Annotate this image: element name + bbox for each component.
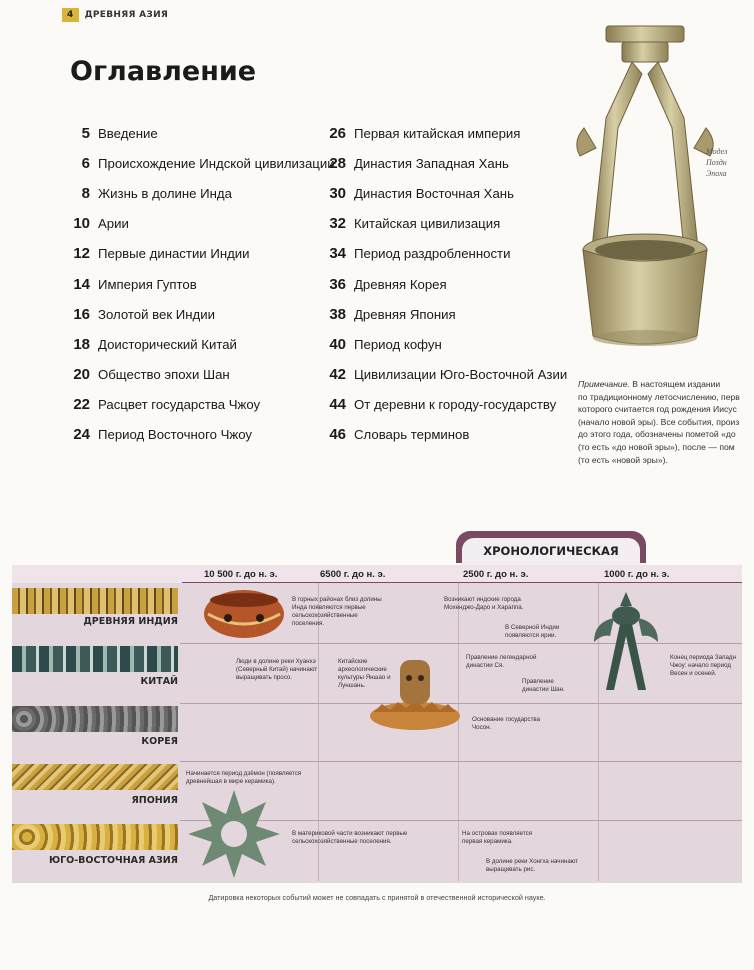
toc-item[interactable]: [318, 390, 567, 420]
event-text: В горных районах близ долины Инда появляются первые сельскохозяйственные поселения.: [292, 596, 382, 627]
toc-entry-label: Введение: [98, 125, 158, 141]
toc-right-column: [318, 118, 567, 450]
toc-entry-label: Период Восточного Чжоу: [98, 427, 252, 443]
artifact-vessel-image: [566, 18, 726, 368]
toc-entry-label: Период раздробленности: [354, 246, 511, 262]
star-stone-image: [186, 788, 282, 880]
toc-page-number: 20: [73, 366, 90, 384]
bronze-figure-image: [588, 586, 664, 696]
toc-entry-label: Общество эпохи Шан: [98, 367, 230, 383]
event-text: Китайские археологические культуры Яншао и Луншань.: [338, 658, 391, 689]
toc-entry-label: Древняя Корея: [354, 276, 447, 292]
timeline-footnote: Датировка некоторых событий может не совпадать с принятой в отечественной исторической науке.: [208, 893, 546, 902]
timeline-date: 1000 г. до н. э.: [604, 569, 670, 580]
timeline-date: 6500 г. до н. э.: [320, 569, 386, 580]
page-number: 4: [62, 8, 79, 22]
toc-page-number: 12: [73, 245, 90, 263]
artifact-caption: Модел Поздн Эпоха: [706, 147, 728, 178]
timeline-row-label: КИТАЙ: [140, 676, 178, 687]
japan-pottery-pattern: [12, 764, 178, 790]
toc-item[interactable]: [318, 239, 567, 269]
toc-entry-label: Происхождение Индской цивилизации: [98, 155, 335, 171]
toc-entry-label: Словарь терминов: [354, 427, 470, 443]
painted-pot-image: [200, 586, 288, 642]
toc-item[interactable]: [318, 420, 567, 450]
toc-item[interactable]: [56, 390, 335, 420]
event-text: Конец периода Западн Чжоу: начало период Весен и осеней.: [670, 654, 736, 677]
toc-page-number: 10: [73, 215, 90, 233]
toc-entry-label: Китайская цивилизация: [354, 216, 501, 232]
toc-entry-label: Арии: [98, 216, 129, 232]
toc-page-number: 34: [329, 245, 346, 263]
toc-entry-label: Первые династии Индии: [98, 246, 250, 262]
toc-page-number: 44: [329, 396, 346, 414]
event-text: На островах появляется первая керамика.: [462, 830, 533, 845]
event-text: В Северной Индии появляются ирии.: [505, 624, 560, 639]
toc-page-number: 28: [329, 154, 346, 172]
toc-item[interactable]: [318, 299, 567, 329]
india-seal-pattern: [12, 588, 178, 614]
toc-entry-label: Жизнь в долине Инда: [98, 185, 232, 201]
event-text: Правление династии Шан.: [522, 678, 565, 693]
event-text: Начинается период дзёмон (появляется древнейшая в мире керамика).: [186, 770, 302, 785]
toc-entry-label: Империя Гуптов: [98, 276, 197, 292]
note-lead: Примечание.: [578, 379, 630, 389]
toc-item[interactable]: [56, 178, 335, 208]
toc-entry-label: Золотой век Индии: [98, 306, 215, 322]
toc-page-number: 24: [73, 426, 90, 444]
toc-item[interactable]: [56, 118, 335, 148]
toc-item[interactable]: [56, 420, 335, 450]
toc-left-column: [56, 118, 335, 450]
toc-item[interactable]: [56, 360, 335, 390]
toc-item[interactable]: [318, 209, 567, 239]
toc-page-number: 26: [329, 124, 346, 142]
toc-page-number: 22: [73, 396, 90, 414]
toc-entry-label: Цивилизации Юго-Восточной Азии: [354, 367, 568, 383]
toc-page-number: 18: [73, 335, 90, 353]
section-title: ДРЕВНЯЯ АЗИЯ: [84, 10, 169, 20]
timeline-row-label: ЯПОНИЯ: [131, 795, 178, 806]
event-text: Основание государства Чосон.: [472, 716, 541, 731]
toc-page-number: 46: [329, 426, 346, 444]
toc-page-number: 16: [73, 305, 90, 323]
toc-item[interactable]: [318, 269, 567, 299]
toc-entry-label: Древняя Япония: [354, 306, 456, 322]
timeline-row-label: ДРЕВНЯЯ ИНДИЯ: [83, 616, 178, 627]
timeline-axis: [182, 582, 742, 583]
running-head: [62, 6, 168, 24]
toc-item[interactable]: [56, 329, 335, 359]
toc-page-number: 42: [329, 366, 346, 384]
toc-page-number: 40: [329, 335, 346, 353]
sea-bronze-pattern: [12, 824, 178, 850]
toc-item[interactable]: [56, 148, 335, 178]
toc-page-number: 30: [329, 184, 346, 202]
toc-entry-label: Первая китайская империя: [354, 125, 521, 141]
timeline-date: 2500 г. до н. э.: [463, 569, 529, 580]
dating-note: Примечание. В настоящем издании по традиционному летосчислению, перв которого считается год рождения Иисус (начало новой эры). Все события, произ до этого года, обозначены пометой «до (то есть «до новой эры»), после — пом (то есть «новой эры»).: [578, 379, 740, 465]
toc-item[interactable]: [56, 239, 335, 269]
event-text: Возникают индские города Мохенджо-Даро и Хараппа.: [444, 596, 524, 611]
timeline-row-label: ЮГО-ВОСТОЧНАЯ АЗИЯ: [48, 855, 178, 866]
toc-entry-label: Династия Западная Хань: [354, 155, 509, 171]
toc-item[interactable]: [318, 118, 567, 148]
page-title: Оглавление: [70, 56, 257, 87]
event-text: Правление легендарной династии Ся.: [466, 654, 537, 669]
event-text: В долине реки Хонгха начинают выращивать рис.: [486, 858, 579, 873]
toc-item[interactable]: [318, 148, 567, 178]
toc-page-number: 14: [73, 275, 90, 293]
toc-entry-label: Период кофун: [354, 336, 442, 352]
timeline-title: ХРОНОЛОГИЧЕСКАЯ: [462, 538, 640, 565]
toc-page-number: 8: [81, 184, 90, 202]
timeline-date: 10 500 г. до н. э.: [204, 569, 278, 580]
toc-item[interactable]: [56, 209, 335, 239]
china-jade-pattern: [12, 646, 178, 672]
toc-entry-label: От деревни к городу-государству: [354, 397, 557, 413]
toc-entry-label: Династия Восточная Хань: [354, 185, 514, 201]
toc-item[interactable]: [56, 299, 335, 329]
toc-item[interactable]: [56, 269, 335, 299]
toc-item[interactable]: [318, 329, 567, 359]
timeline-row-separator: [180, 761, 742, 762]
event-text: Люди в долине реки Хуанхэ (Северный Китай) начинают выращивать просо.: [236, 658, 318, 681]
toc-page-number: 38: [329, 305, 346, 323]
timeline-row-label: КОРЕЯ: [141, 736, 178, 747]
toc-page-number: 6: [81, 154, 90, 172]
toc-item[interactable]: [318, 360, 567, 390]
korea-stone-pattern: [12, 706, 178, 732]
toc-entry-label: Доисторический Китай: [98, 336, 237, 352]
toc-item[interactable]: [318, 178, 567, 208]
toc-page-number: 36: [329, 275, 346, 293]
toc-page-number: 5: [81, 124, 90, 142]
toc-page-number: 32: [329, 215, 346, 233]
event-text: В материковой части возникают первые сельскохозяйственные поселения.: [292, 830, 408, 845]
toc-entry-label: Расцвет государства Чжоу: [98, 397, 261, 413]
